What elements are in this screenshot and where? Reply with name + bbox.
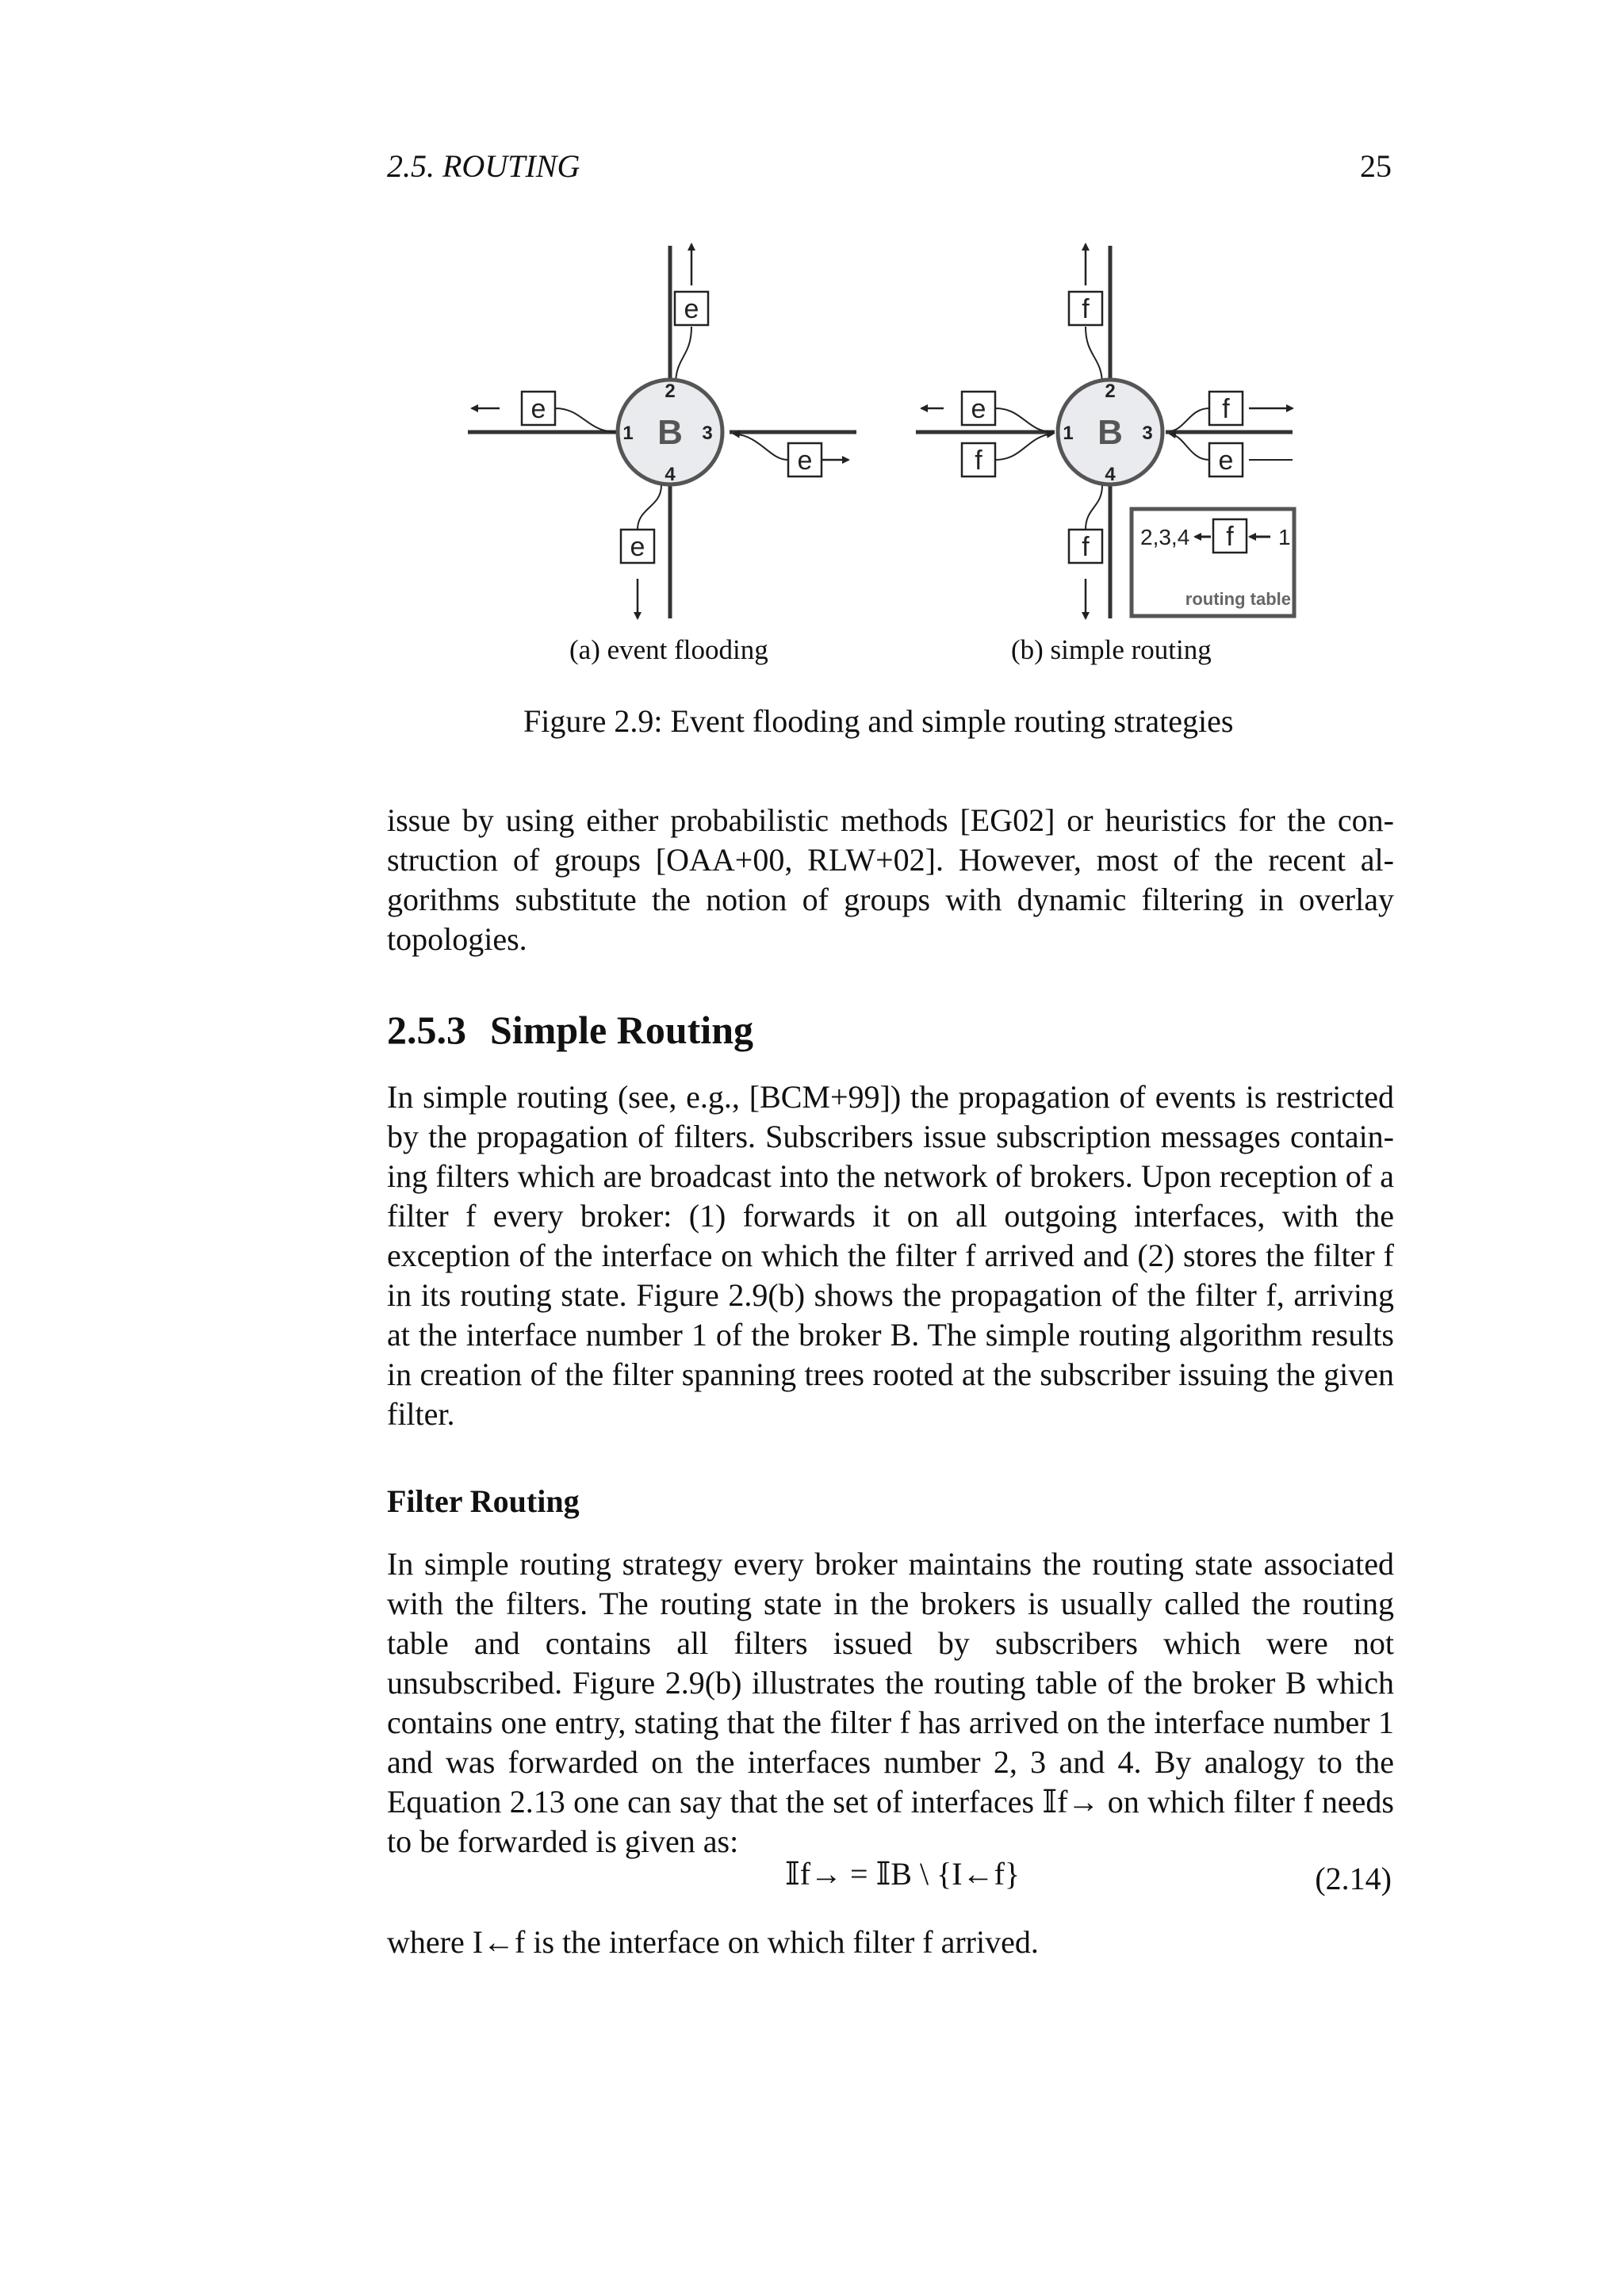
- broker-label-a: B: [657, 413, 683, 452]
- section-number: 2.5.3: [387, 1008, 466, 1052]
- paragraph-3: In simple routing strategy every broker maintains the routing state associated with the filters. The routing state in the brokers is usually called the routing table and contains all filters issued by subscribers which were not unsubscribed. Figure 2.9(b) illustrates the routing table of the broker B which contains one entry, stating that the filter f has arrived on the interface number 1 and was forwarded on the interfaces number 2, 3 and 4. By analogy to the Equation 2.13 one can say that the set of interfaces 𝕀f→ on which filter f needs to be forwarded is given as:: [387, 1546, 1394, 1859]
- port-label: 1: [622, 423, 634, 444]
- filter-message-box: f: [1082, 532, 1090, 562]
- subcaption-b: (b) simple routing: [1011, 634, 1212, 665]
- paragraph-1: issue by using either probabilistic methods [EG02] or heuristics for the con-struction of groups [OAA+00, RLW+02]. However, most of the recent al-gorithms substitute the notion of groups with dynamic filtering in overlay topologies.: [387, 802, 1394, 957]
- section-title: Simple Routing: [490, 1008, 754, 1052]
- filter-message-box: f: [1222, 394, 1230, 424]
- subcaption-a: (a) event flooding: [569, 634, 768, 665]
- event-message-box: e: [630, 532, 645, 562]
- figure-2-9: [468, 238, 1324, 650]
- filter-message-box: f: [975, 446, 982, 476]
- running-header-section: 2.5. ROUTING: [387, 148, 580, 184]
- port-label: 4: [1105, 464, 1116, 485]
- page-number: 25: [1360, 148, 1392, 184]
- event-message-box: e: [1218, 446, 1234, 476]
- equation-number: (2.14): [1315, 1861, 1392, 1896]
- filter-message-box: f: [1082, 294, 1090, 324]
- broker-label-b: B: [1097, 413, 1123, 452]
- paragraph-4: where I←f is the interface on which filter f arrived.: [387, 1924, 1039, 1960]
- routing-table-outgoing: 2,3,4: [1140, 525, 1190, 549]
- event-message-box: e: [530, 394, 546, 424]
- port-label: 2: [1105, 381, 1116, 402]
- equation-2-14: 𝕀f→ = 𝕀B \ {I←f}: [785, 1856, 1021, 1892]
- section-heading: [387, 1007, 753, 1053]
- event-message-box: e: [797, 446, 813, 476]
- subsection-heading: Filter Routing: [387, 1483, 580, 1519]
- port-label: 3: [702, 423, 713, 444]
- port-label: 4: [665, 464, 676, 485]
- port-label: 1: [1063, 423, 1074, 444]
- routing-table-filter: f: [1226, 522, 1234, 552]
- port-label: 2: [665, 381, 676, 402]
- routing-table-incoming: 1: [1278, 525, 1291, 549]
- routing-table: [1132, 509, 1294, 616]
- figure-caption: Figure 2.9: Event flooding and simple routing strategies: [523, 703, 1234, 739]
- event-message-box: e: [684, 294, 699, 324]
- port-label: 3: [1142, 423, 1153, 444]
- event-message-box: e: [971, 394, 986, 424]
- paragraph-2: In simple routing (see, e.g., [BCM+99]) the propagation of events is restricted by the propagation of filters. Subscribers issue subscription messages contain-ing filters which are broadcast into the network of brokers. Upon reception of a filter f every broker: (1) forwards it on all outgoing interfaces, with the exception of the interface on which the filter f arrived and (2) stores the filter f in its routing state. Figure 2.9(b) shows the propagation of the filter f, arriving at the interface number 1 of the broker B. The simple routing algorithm results in creation of the filter spanning trees rooted at the subscriber issuing the given filter.: [387, 1079, 1394, 1432]
- routing-table-title: routing table: [1185, 589, 1291, 609]
